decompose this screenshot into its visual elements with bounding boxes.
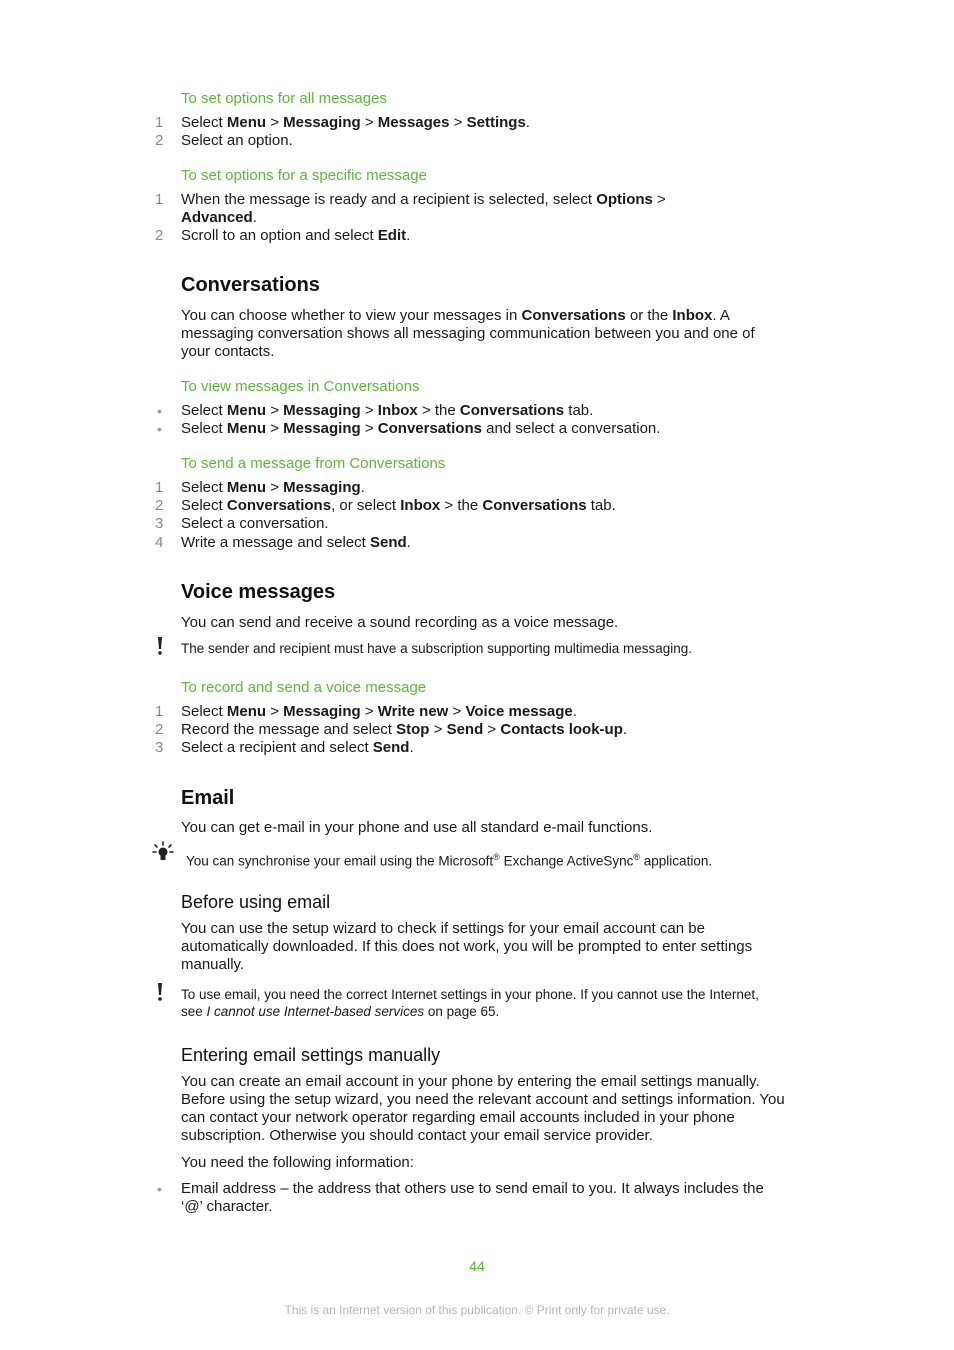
lightbulb-icon	[152, 841, 174, 863]
step-text: Record the message and select Stop > Send > Contacts look-up.	[181, 721, 628, 738]
section-heading: To set options for a specific message	[181, 167, 427, 184]
step-text: Scroll to an option and select Edit.	[181, 227, 411, 244]
section-title: Email	[181, 787, 235, 809]
step-text: Select a conversation.	[181, 515, 329, 532]
paragraph: You can choose whether to view your messages in Conversations or the Inbox. A messaging conversation shows all messaging communication between you and one of your contacts.	[181, 307, 755, 360]
step-number: 1	[155, 191, 164, 208]
subsection-title: Entering email settings manually	[181, 1045, 441, 1065]
note-text: To use email, you need the correct Internet settings in your phone. If you cannot use the Internet, see I cannot use Internet-based services on page 65.	[181, 987, 759, 1019]
subsection-title: Before using email	[181, 892, 331, 912]
page-number: 44	[469, 1258, 485, 1274]
bullet: •	[157, 1181, 162, 1197]
step-text: Select an option.	[181, 132, 293, 149]
bullet: •	[157, 421, 162, 437]
paragraph: You can send and receive a sound recording as a voice message.	[181, 614, 619, 631]
bullet-text: Select Menu > Messaging > Conversations and select a conversation.	[181, 420, 661, 437]
step-text: When the message is ready and a recipient is selected, select Options > Advanced.	[181, 191, 666, 226]
section-heading: To set options for all messages	[181, 90, 387, 107]
step-text: Select Menu > Messaging.	[181, 479, 365, 496]
step-number: 1	[155, 479, 164, 496]
section-title: Conversations	[181, 274, 320, 296]
note-text: The sender and recipient must have a subscription supporting multimedia messaging.	[181, 641, 693, 656]
step-number: 3	[155, 739, 164, 756]
bullet-text: Select Menu > Messaging > Inbox > the Conversations tab.	[181, 402, 594, 419]
paragraph: You can use the setup wizard to check if settings for your email account can be automatically downloaded. If this does not work, you will be prompted to enter settings manually.	[181, 920, 753, 973]
tip-text: You can synchronise your email using the Microsoft® Exchange ActiveSync® application.	[186, 852, 713, 869]
section-heading: To view messages in Conversations	[181, 378, 420, 395]
exclamation-icon	[156, 636, 164, 656]
step-number: 2	[155, 497, 164, 514]
section-title: Voice messages	[181, 581, 336, 603]
step-number: 2	[155, 132, 164, 149]
step-text: Select Menu > Messaging > Write new > Voice message.	[181, 703, 577, 720]
paragraph: You need the following information:	[181, 1154, 414, 1171]
step-number: 1	[155, 114, 164, 131]
step-number: 3	[155, 515, 164, 532]
section-heading: To send a message from Conversations	[181, 455, 446, 472]
bullet-text: Email address – the address that others use to send email to you. It always includes the ‘@’ character.	[181, 1180, 764, 1215]
paragraph: You can get e-mail in your phone and use all standard e-mail functions.	[181, 819, 653, 836]
step-text: Write a message and select Send.	[181, 534, 411, 551]
bullet: •	[157, 403, 162, 419]
paragraph: You can create an email account in your phone by entering the email settings manually. Before using the setup wizard, you need the relevant account and settings information. You can contact your network operator regarding email accounts included in your phone subscription. Otherwise you should contact your email service provider.	[181, 1073, 785, 1144]
step-number: 2	[155, 227, 164, 244]
step-number: 4	[155, 534, 164, 551]
section-heading: To record and send a voice message	[181, 679, 427, 696]
step-number: 1	[155, 703, 164, 720]
footer-disclaimer: This is an Internet version of this publication. © Print only for private use.	[284, 1303, 670, 1317]
exclamation-icon	[156, 982, 164, 1002]
step-text: Select Conversations, or select Inbox > the Conversations tab.	[181, 497, 616, 514]
step-text: Select a recipient and select Send.	[181, 739, 414, 756]
step-number: 2	[155, 721, 164, 738]
step-text: Select Menu > Messaging > Messages > Settings.	[181, 114, 530, 131]
